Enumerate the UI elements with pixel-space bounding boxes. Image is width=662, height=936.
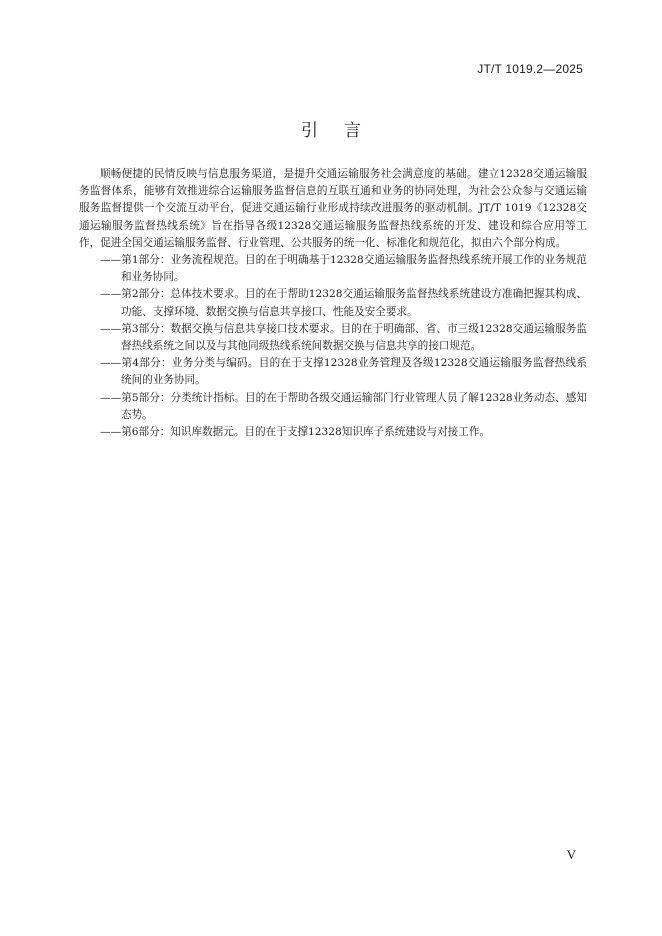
page-number: V — [566, 847, 576, 862]
part-item-2: ——第2部分：总体技术要求。目的在于帮助12328交通运输服务监督热线系统建设方准确把握其构成、功能、支撑环境、数据交换与信息共享接口、性能及安全要求。 — [100, 288, 587, 318]
part-item-3: ——第3部分：数据交换与信息共享接口技术要求。目的在于明确部、省、市三级12328交通运输服务监督热线系统之间以及与其他同级热线系统间数据交换与信息共享的接口规范。 — [100, 322, 587, 353]
intro-paragraph: 顺畅便捷的民情反映与信息服务渠道，是提升交通运输服务社会满意度的基础。建立12328交通运输服务监督体系，能够有效推进综合运输服务监督信息的互联互通和业务的协同处理，为社会公众参与交通运输服务监督提供一个交流互动平台，促进交通运输行业形成持续改进服务的驱动机制。JT/T 1019《12328交通运输服务监督热线系统》旨在指导各级12328交通运输服务监督热线系统的开发、建设和综合应用等工作，促进全国交通运输服务监督、行业管理、公共服务的统一化、标准化和规范化，拟由六个部分构成。 — [79, 168, 587, 249]
standard-code: JT/T 1019.2—2025 — [477, 62, 583, 76]
part-item-6: ——第6部分：知识库数据元。目的在于支撑12328知识库子系统建设与对接工作。 — [100, 426, 491, 439]
section-title: 引言 — [301, 121, 387, 141]
parts-list — [79, 252, 587, 441]
document-body — [79, 166, 587, 441]
part-item-4: ——第4部分：业务分类与编码。目的在于支撑12328业务管理及各级12328交通运输服务监督热线系统间的业务协同。 — [100, 357, 587, 387]
part-item-1: ——第1部分：业务流程规范。目的在于明确基于12328交通运输服务监督热线系统开展工作的业务规范和业务协同。 — [100, 254, 587, 284]
part-item-5: ——第5部分：分类统计指标。目的在于帮助各级交通运输部门行业管理人员了解12328业务动态、感知态势。 — [100, 391, 587, 421]
